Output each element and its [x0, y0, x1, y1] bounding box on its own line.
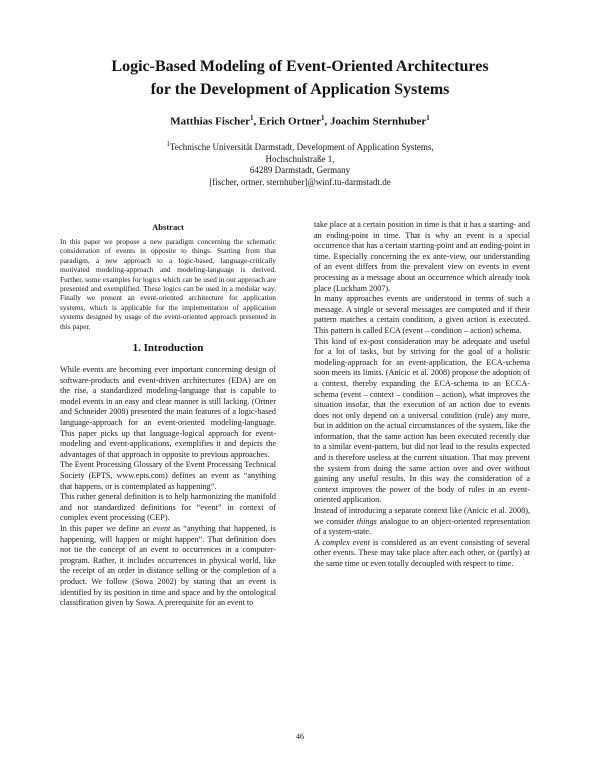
abstract-heading: Abstract — [152, 222, 184, 232]
affiliation-mark: 1 — [166, 140, 170, 148]
affiliation-block — [0, 139, 600, 188]
paragraph — [60, 524, 276, 609]
paragraph-text: In this paper we define an — [60, 523, 154, 533]
paragraph: This rather general definition is to help harmonizing the manifold and not standardized definitions for “event” in context of complex event processing (CEP). — [60, 492, 276, 523]
title-line-2: for the Development of Application Systems — [150, 81, 450, 98]
author-separator: , — [253, 115, 259, 128]
paragraph: This kind of ex-post consideration may be adequate and useful for a lot of tasks, but by striving for the goal of a holistic modeling-approach for an event-application, the ECA-schema soon meets its limits. (Anicic et al. 2008) propose the adoption of a context, thereby expanding the ECA-schema to an ECCA-schema (event – context – condition – action), what improves the situation insofar, that the execution of an action due to events does not only depend on a universal condition (rule) any more, but in addition on the actual circumstances of the system, like the information, that the same action has been executed recently due to a similar event-pattern, but did not lead to the results expected and is therefore useless at the current situation. That may prevent the system from doing the same action over and over without gaining any useful results. In this way the consideration of a context improves the power of the body of rules in an event-oriented application. — [314, 336, 530, 505]
paragraph: take place at a certain position in time is that it has a starting- and an ending-point in time. That is why an event is a special occurrence that has a certain starting-point and an ending-point in time. Especially concerning the ex ante-view, our understanding of an event differs from the prevalent view on events in event processing as a message about an occurrence which already took place (Luckham 2007). — [314, 220, 530, 293]
author-list — [0, 112, 600, 129]
author-separator: , — [324, 115, 330, 128]
author-name: Erich Ortner — [258, 115, 321, 128]
author-name: Joachim Sternhuber — [330, 115, 427, 128]
left-column — [60, 221, 276, 609]
paragraph: While events are becoming ever important concerning design of software-products and event-driven architectures (EDA) are on the rise, a standardized modeling-language that is capable to model events in an easy and clear manner is still lacking. (Ortner and Schneider 2008) presented the main features of a logic-based language-approach for an event-oriented modeling-language. This paper picks up that language-logical approach for event-modeling and event-applications, exemplifies it and depicts the advantages of that approach in opposite to previous approaches. — [60, 365, 276, 459]
affiliation-city: 64289 Darmstadt, Germany — [249, 165, 351, 175]
affiliation-line — [0, 139, 600, 154]
paragraph-text: Instead of introducing a separate context like (Anicic et al. 2008), we consider — [314, 506, 530, 526]
author-affiliation-mark: 1 — [426, 114, 430, 122]
emphasized-term: event — [153, 523, 171, 533]
paragraph-text: A — [314, 537, 323, 547]
paragraph: In many approaches events are understood in terms of such a message. A single or several messages are computed and if their pattern matches a certain condition, a given action is executed. This pattern is called ECA (event – condition – action) schema. — [314, 294, 530, 335]
paper-title — [0, 55, 600, 101]
emphasized-term: things — [356, 516, 377, 526]
paragraph-text: analogue to an object-oriented representation of a system-state. — [314, 516, 530, 537]
title-line-1: Logic-Based Modeling of Event-Oriented Architectures — [111, 58, 489, 75]
affiliation-street: Hochschulstraße 1, — [265, 153, 335, 164]
paragraph — [314, 538, 530, 570]
emphasized-term: complex event — [322, 537, 370, 547]
author-name: Matthias Fischer — [170, 115, 250, 128]
paragraph-text: is considered as an event consisting of several other events. These may take place after each other, or (partly) at the same time or even totally decoupled with respect to time. — [314, 537, 530, 568]
paragraph — [314, 506, 530, 538]
author-affiliation-mark: 1 — [249, 114, 254, 122]
page-number: 46 — [296, 732, 304, 741]
author-affiliation-mark: 1 — [321, 114, 325, 122]
abstract-text: In this paper we propose a new paradigm concerning the schematic consideration of events in opposite to things. Starting from that paradigm, a new approach to a logic-based, language-critically motivated modeling-approach and modeling-language is derived. Further, some examples for logics which can be used in our approach are presented and exemplified. These logics can be used in a modular way. Finally we present an event-oriented architecture for application systems, which is applicable for the implementation of application systems designed by usage of the event-oriented approach presented in this paper. — [60, 237, 276, 331]
affiliation-institution: Technische Universität Darmstadt, Development of Application Systems, — [169, 142, 434, 152]
right-column — [314, 220, 530, 570]
affiliation-email: [fischer, ortner, sternhuber]@winf.tu-darmstadt.de — [209, 176, 391, 187]
abstract — [60, 221, 276, 331]
section-body-left — [60, 365, 276, 609]
section-heading: 1. Introduction — [132, 342, 204, 355]
paragraph: The Event Processing Glossary of the Event Processing Technical Society (EPTS, www.epts.com) defines an event as “anything that happens, or is contemplated as happening”. — [60, 460, 276, 491]
paragraph-text: as “anything that happened, is happening, will happen or might happen”. That definition does not tie the concept of an event to occurrences in a computer-program. Rather, it includes occurrences in physical world, like the receipt of an order in distance selling or the completion of a product. We follow (Sowa 2002) by stating that an event is identified by its position in time and space and by the ontological classification given by Sowa. A prerequisite for an event to — [60, 523, 276, 608]
